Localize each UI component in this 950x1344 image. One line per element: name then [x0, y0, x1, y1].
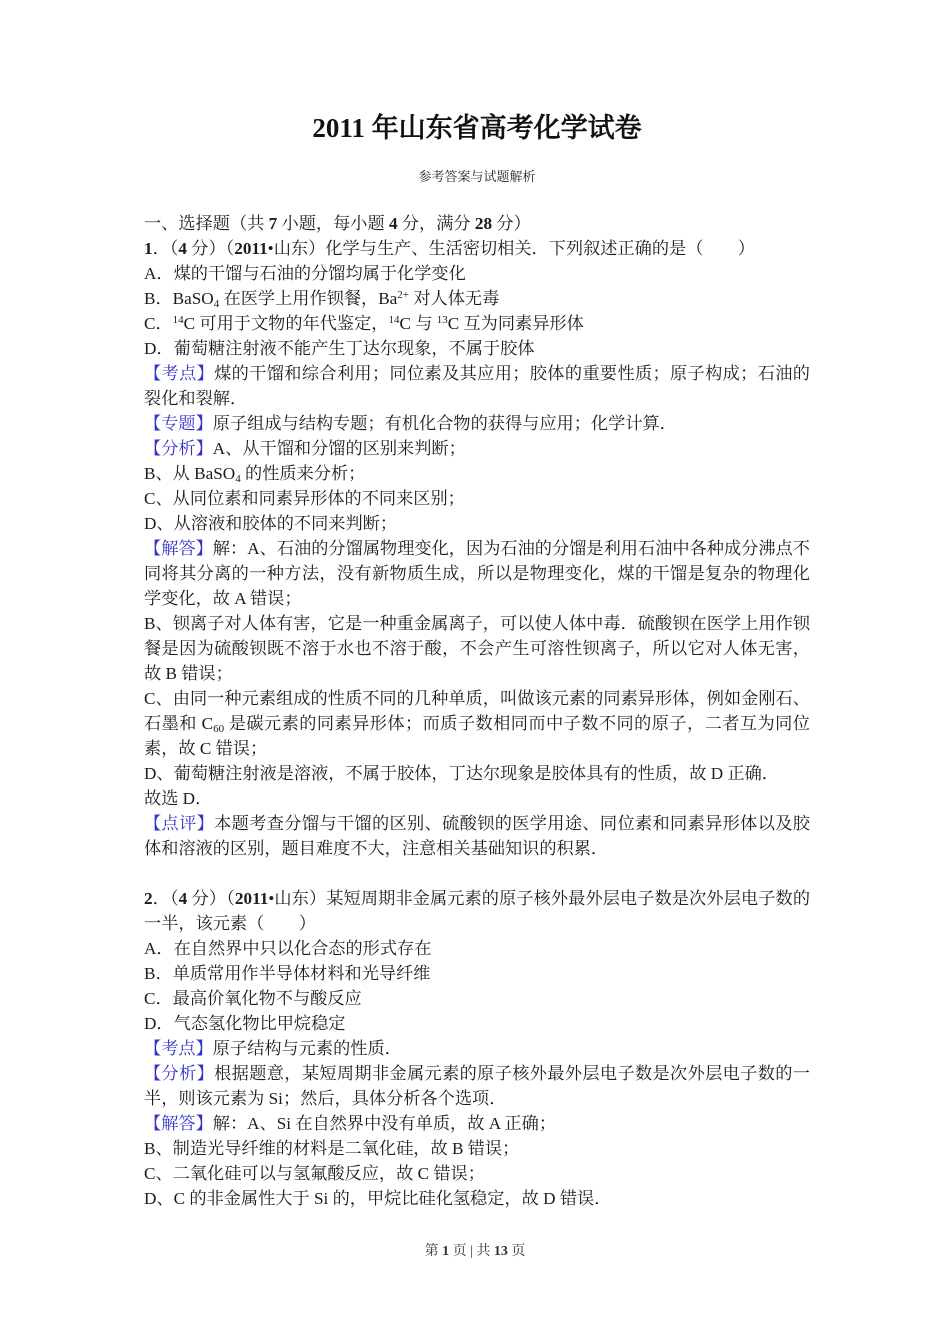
text-segment: 解：A、Si 在自然界中没有单质，故 A 正确； [212, 1114, 557, 1133]
q2-option-a [144, 936, 810, 961]
text-segment: 煤的干馏和综合利用；同位素及其应用；胶体的重要性质；原子构成；石油的裂化和裂解． [144, 364, 810, 408]
q1-option-b [144, 286, 810, 311]
bracket-label: 【点评】 [144, 814, 215, 833]
text-segment: C、从同位素和同素异形体的不同来区别； [144, 489, 465, 508]
text-segment: 根据题意，某短周期非金属元素的原子核外最外层电子数是次外层电子数的一半，则该元素为 Si；然后，具体分析各个选项． [144, 1064, 810, 1108]
q1-fenxi-a [144, 436, 810, 461]
text-segment: 分）（ [187, 889, 235, 908]
text-segment: A．在自然界中只以化合态的形式存在 [144, 939, 432, 958]
q2-kaodian [144, 1036, 810, 1061]
bracket-label: 【考点】 [144, 364, 215, 383]
text-segment: B．单质常用作半导体材料和光导纤维 [144, 964, 431, 983]
q2-jieda-b [144, 1136, 810, 1161]
text-segment: ．（ [152, 239, 179, 258]
text-segment: 4 [178, 239, 187, 258]
text-segment: D、从溶液和胶体的不同来判断； [144, 514, 398, 533]
bracket-label: 【分析】 [144, 439, 213, 458]
bracket-label: 【解答】 [144, 1114, 213, 1133]
text-segment: B、钡离子对人体有害，它是一种重金属离子，可以使人体中毒．硫酸钡在医学上用作钡餐是因为硫酸钡既不溶于水也不溶于酸，不会产生可溶性钡离子，所以它对人体无害，故 B 错误； [144, 614, 810, 683]
q1-fenxi-c [144, 486, 810, 511]
text-segment: 第 [424, 1244, 443, 1259]
text-segment: A、从干馏和分馏的区别来判断； [212, 439, 466, 458]
text-segment: 28 [474, 214, 493, 233]
text-segment: ．（ [152, 889, 179, 908]
bracket-label: 【分析】 [144, 1064, 215, 1083]
text-segment: 4 [388, 214, 398, 233]
q2-jieda-c [144, 1161, 810, 1186]
text-segment: D、葡萄糖注射液是溶液，不属于胶体，丁达尔现象是胶体具有的性质，故 D 正确． [144, 764, 779, 783]
text-segment: 小题，每小题 [277, 214, 389, 233]
q1-fenxi-b [144, 461, 810, 486]
text-segment: D．葡萄糖注射液不能产生丁达尔现象，不属于胶体 [144, 339, 535, 358]
text-segment: C 可用于文物的年代鉴定， [183, 314, 389, 333]
text-segment: 13 [493, 1244, 508, 1259]
text-segment: 14 [388, 314, 400, 326]
bracket-label: 【专题】 [144, 414, 213, 433]
text-segment: 的性质来分析； [240, 464, 366, 483]
q1-option-d [144, 336, 810, 361]
text-segment: 页 | 共 [449, 1244, 494, 1259]
text-segment: 原子结构与元素的性质． [212, 1039, 402, 1058]
q1-jieda-a [144, 536, 810, 611]
document-title: 2011 年山东省高考化学试卷 [312, 113, 642, 143]
text-segment: 页 [507, 1244, 526, 1259]
text-segment: 2 [144, 889, 153, 908]
text-segment: 2+ [397, 289, 410, 301]
text-segment: •山东）化学与生产、生活密切相关．下列叙述正确的是（ ） [267, 239, 755, 258]
q2-option-b [144, 961, 810, 986]
text-segment: B、制造光导纤维的材料是二氧化硅，故 B 错误； [144, 1139, 520, 1158]
text-segment: •山东）某短周期非金属元素的原子核外最外层电子数是次外层电子数的一半，该元素（ ） [144, 889, 811, 933]
q2-option-c [144, 986, 810, 1011]
text-segment: C 互为同素异形体 [447, 314, 584, 333]
text-segment: C、由同一种元素组成的性质不同的几种单质，叫做该元素的同素异形体，例如金刚石、石墨和 C [144, 689, 810, 733]
text-segment: 7 [268, 214, 278, 233]
text-segment: 1 [144, 239, 153, 258]
q2-jieda-a [144, 1111, 810, 1136]
section-1-heading [144, 211, 810, 236]
q2-jieda-d [144, 1186, 810, 1211]
text-segment: B．BaSO [144, 289, 214, 308]
q1-option-a [144, 261, 810, 286]
text-segment: 2011 [234, 239, 268, 258]
page-footer [0, 1242, 950, 1262]
text-segment: C．最高价氧化物不与酸反应 [144, 989, 362, 1008]
q1-dianping [144, 811, 810, 861]
text-segment: 分） [492, 214, 531, 233]
text-segment: 14 [172, 314, 184, 326]
text-segment: 1 [442, 1244, 450, 1259]
text-segment: 13 [436, 314, 448, 326]
text-segment: A．煤的干馏与石油的分馏均属于化学变化 [144, 264, 466, 283]
text-segment: 4 [235, 473, 241, 485]
text-segment: 本题考查分馏与干馏的区别、硫酸钡的医学用途、同位素和同素异形体以及胶体和溶液的区别，题目难度不大，注意相关基础知识的积累． [144, 814, 810, 858]
q1-answer [144, 786, 810, 811]
q1-stem [144, 236, 810, 261]
text-segment: C 与 [399, 314, 437, 333]
text-segment: 一、选择题（共 [144, 214, 269, 233]
document-subtitle: 参考答案与试题解析 [418, 169, 536, 184]
text-segment: C、二氧化硅可以与氢氟酸反应，故 C 错误； [144, 1164, 485, 1183]
q1-fenxi-d [144, 511, 810, 536]
text-segment: D．气态氢化物比甲烷稳定 [144, 1014, 346, 1033]
q1-option-c [144, 311, 810, 336]
text-segment: D、C 的非金属性大于 Si 的，甲烷比硅化氢稳定，故 D 错误． [144, 1189, 612, 1208]
q1-zhuanti [144, 411, 810, 436]
q1-kaodian [144, 361, 810, 411]
text-segment: 4 [213, 298, 220, 310]
bracket-label: 【解答】 [144, 539, 213, 558]
q1-jieda-c [144, 686, 810, 761]
text-segment: 60 [213, 723, 225, 735]
q2-option-d [144, 1011, 810, 1036]
q2-stem [144, 886, 810, 936]
text-segment: 故选 D． [144, 789, 213, 808]
document-body [144, 211, 810, 1211]
text-segment: 解：A、石油的分馏属物理变化，因为石油的分馏是利用石油中各种成分沸点不同将其分离的一种方法，没有新物质生成，所以是物理变化，煤的干馏是复杂的物理化学变化，故 A 错误； [144, 539, 810, 608]
text-segment: 原子组成与结构专题；有机化合物的获得与应用；化学计算． [212, 414, 677, 433]
q1-jieda-d [144, 761, 810, 786]
text-segment: 分，满分 [397, 214, 475, 233]
q1-jieda-b [144, 611, 810, 686]
text-segment: B、从 BaSO [144, 464, 236, 483]
text-segment: 对人体无毒 [409, 289, 500, 308]
text-segment: 分）（ [186, 239, 235, 258]
text-segment: 在医学上用作钡餐，Ba [219, 289, 398, 308]
text-segment: 2011 [234, 889, 269, 908]
text-segment: 4 [178, 889, 188, 908]
q2-fenxi [144, 1061, 810, 1111]
text-segment: 是碳元素的同素异形体；而质子数相同而中子数不同的原子，二者互为同位素，故 C 错误； [144, 714, 810, 758]
text-segment: C． [144, 314, 173, 333]
bracket-label: 【考点】 [144, 1039, 213, 1058]
